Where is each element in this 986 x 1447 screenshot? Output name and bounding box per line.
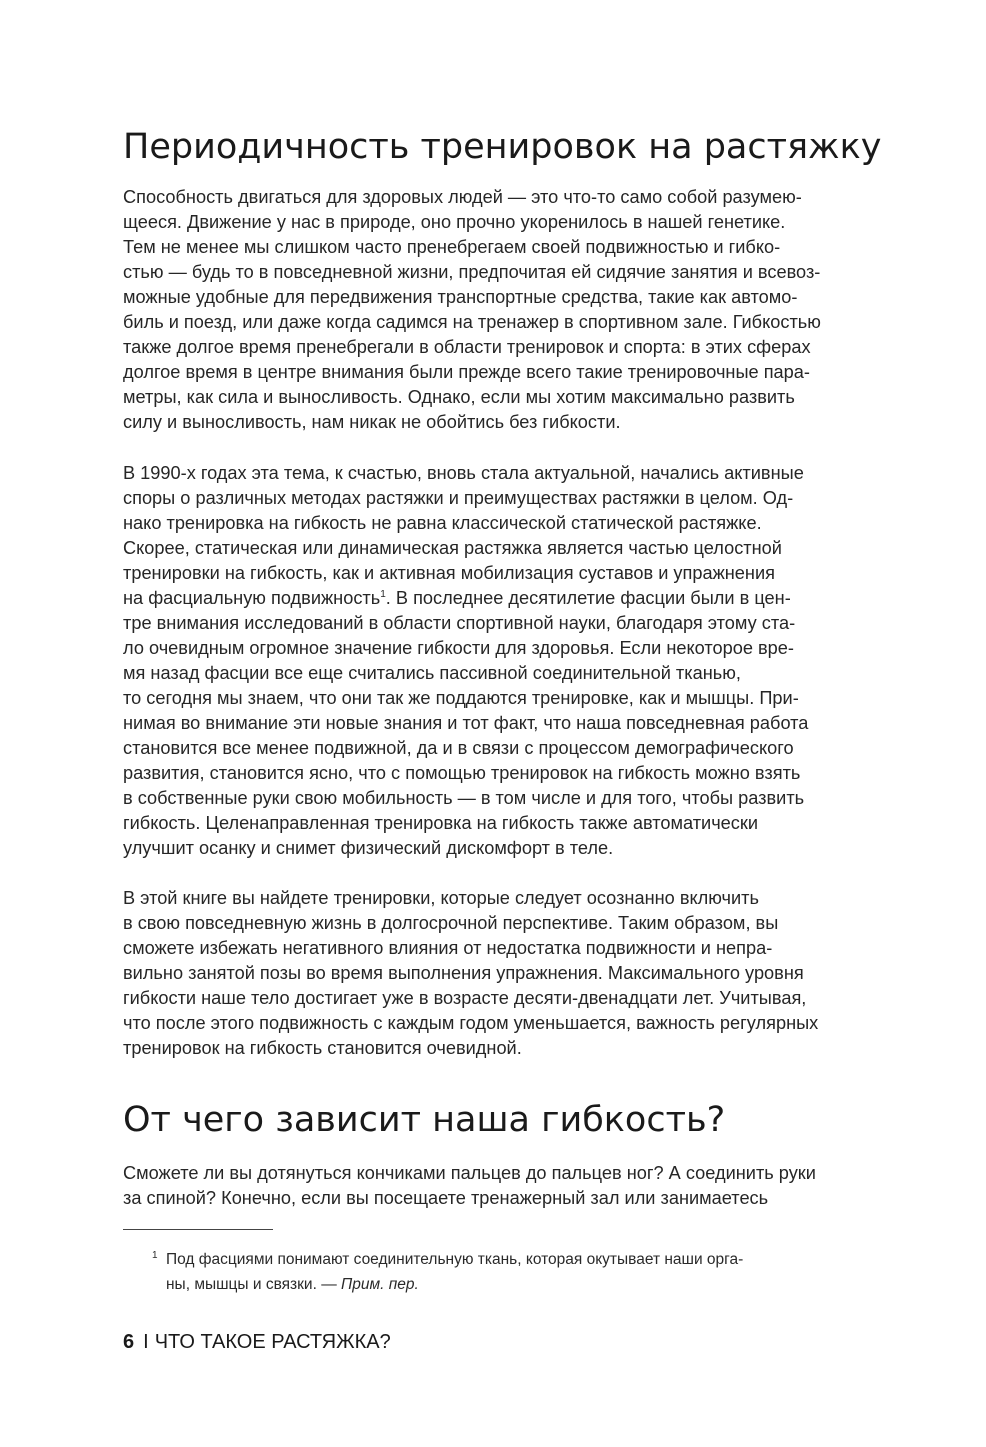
text-line: споры о различных методах растяжки и преимуществах растяжки в целом. Од- [123, 488, 794, 508]
text-line: В этой книге вы найдете тренировки, которые следует осознанно включить [123, 888, 759, 908]
text-line-with-footnote-ref [123, 586, 883, 611]
paragraph-3 [123, 886, 883, 1061]
text-line: в собственные руки свою мобильность — в том числе и для того, чтобы развить [123, 788, 805, 808]
paragraph-2 [123, 461, 883, 861]
text-line: вильно занятой позы во время выполнения упражнения. Максимального уровня [123, 963, 804, 983]
text-fragment: . В последнее десятилетие фасции были в цен- [385, 588, 791, 608]
text-line: долгое время в центре внимания были прежде всего такие тренировочные пара- [123, 362, 810, 382]
text-line: становится все менее подвижной, да и в связи с процессом демографического [123, 738, 794, 758]
text-line: гибкости наше тело достигает уже в возрасте десяти-двенадцати лет. Учитывая, [123, 988, 807, 1008]
footnote-divider [123, 1229, 273, 1230]
text-line: тре внимания исследований в области спортивной науки, благодаря этому ста- [123, 613, 796, 633]
footnote-line: Под фасциями понимают соединительную ткань, которая окутывает наши орга- [166, 1251, 744, 1268]
translator-note: Прим. пер. [341, 1276, 419, 1293]
footnote-line [166, 1272, 866, 1297]
text-line: в свою повседневную жизнь в долгосрочной перспективе. Таким образом, вы [123, 913, 779, 933]
paragraph-4 [123, 1161, 883, 1211]
text-line: Способность двигаться для здоровых людей — это что-то само собой разумею- [123, 187, 802, 207]
footer-separator: I [143, 1331, 149, 1353]
text-line: силу и выносливость, нам никак не обойтись без гибкости. [123, 412, 621, 432]
footnote-reference[interactable]: 1 [380, 588, 386, 600]
text-line: Тем не менее мы слишком часто пренебрегаем своей подвижностью и гибко- [123, 237, 781, 257]
page-number: 6 [123, 1331, 135, 1353]
text-line: развития, становится ясно, что с помощью тренировок на гибкость можно взять [123, 763, 801, 783]
section-heading-flexibility-factors: От чего зависит наша гибкость? [123, 1100, 726, 1140]
text-line: за спиной? Конечно, если вы посещаете тренажерный зал или занимаетесь [123, 1188, 769, 1208]
running-footer [123, 1329, 391, 1355]
text-line: ло очевидным огромное значение гибкости для здоровья. Если некоторое вре- [123, 638, 794, 658]
text-line: щееся. Движение у нас в природе, оно прочно укоренилось в нашей генетике. [123, 212, 786, 232]
text-line: сможете избежать негативного влияния от недостатка подвижности и непра- [123, 938, 773, 958]
text-line: также долгое время пренебрегали в области тренировок и спорта: в этих сферах [123, 337, 811, 357]
footnote-fragment: ны, мышцы и связки. — [166, 1276, 342, 1293]
text-line: что после этого подвижность с каждым годом уменьшается, важность регулярных [123, 1013, 819, 1033]
footnote-text [166, 1247, 866, 1297]
text-line: тренировок на гибкость становится очевидной. [123, 1038, 522, 1058]
text-line: В 1990-х годах эта тема, к счастью, вновь стала актуальной, начались активные [123, 463, 804, 483]
paragraph-1 [123, 185, 883, 435]
text-line: биль и поезд, или даже когда садимся на тренажер в спортивном зале. Гибкостью [123, 312, 821, 332]
text-line: можные удобные для передвижения транспортные средства, такие как автомо- [123, 287, 798, 307]
text-line: Скорее, статическая или динамическая растяжка является частью целостной [123, 538, 782, 558]
text-line: нимая во внимание эти новые знания и тот факт, что наша повседневная работа [123, 713, 809, 733]
text-line: стью — будь то в повседневной жизни, предпочитая ей сидячие занятия и всевоз- [123, 262, 821, 282]
text-line: гибкость. Целенаправленная тренировка на гибкость также автоматически [123, 813, 758, 833]
chapter-title: ЧТО ТАКОЕ РАСТЯЖКА? [154, 1331, 391, 1353]
text-line: улучшит осанку и снимет физический дискомфорт в теле. [123, 838, 614, 858]
footnote-number: 1 [152, 1250, 158, 1261]
text-line: нако тренировка на гибкость не равна классической статической растяжке. [123, 513, 762, 533]
section-heading-stretch-frequency: Периодичность тренировок на растяжку [123, 127, 882, 167]
text-line: то сегодня мы знаем, что они так же поддаются тренировке, как и мышцы. При- [123, 688, 799, 708]
text-line: метры, как сила и выносливость. Однако, если мы хотим максимально развить [123, 387, 795, 407]
text-line: Сможете ли вы дотянуться кончиками пальцев до пальцев ног? А соединить руки [123, 1163, 816, 1183]
text-fragment: на фасциальную подвижность [123, 588, 381, 608]
text-line: тренировки на гибкость, как и активная мобилизация суставов и упражнения [123, 563, 775, 583]
text-line: мя назад фасции все еще считались пассивной соединительной тканью, [123, 663, 741, 683]
